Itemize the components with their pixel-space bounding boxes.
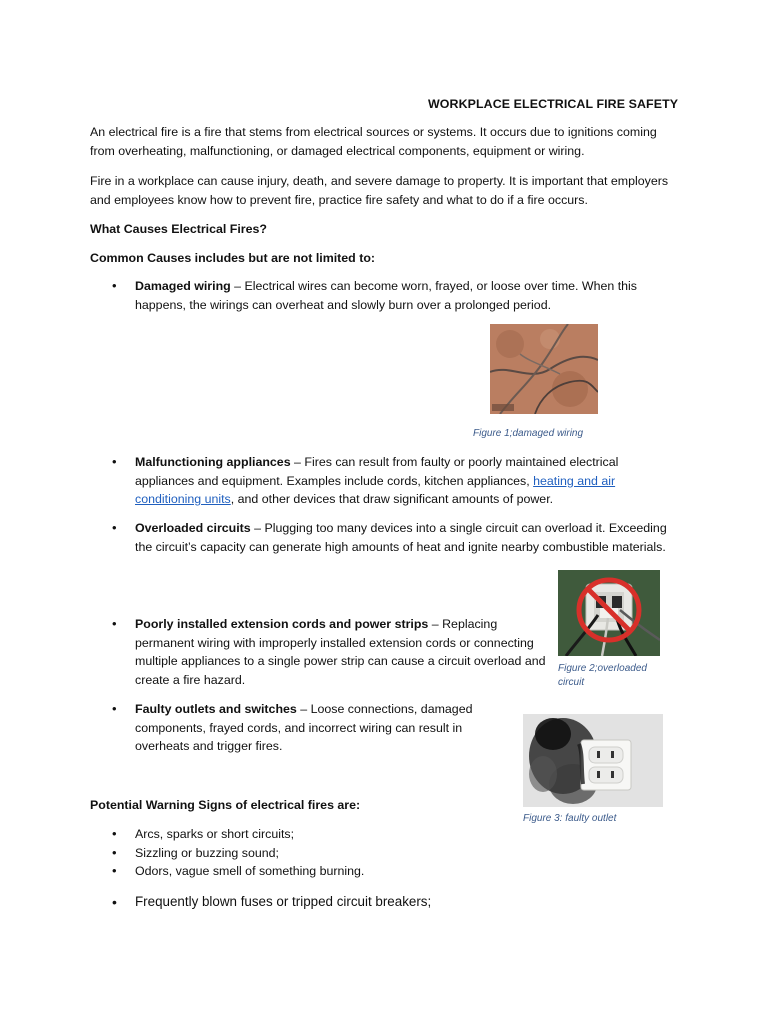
cause-description-end: , and other devices that draw significant amounts of power. bbox=[230, 492, 554, 506]
figure-2-overloaded-circuit-image bbox=[558, 570, 660, 656]
warning-signs-heading: Potential Warning Signs of electrical fires are: bbox=[90, 798, 361, 812]
bullet-icon: • bbox=[112, 454, 117, 469]
cause-term: Malfunctioning appliances bbox=[135, 455, 291, 469]
figure-3-faulty-outlet-image bbox=[523, 714, 663, 807]
intro-paragraph-2: Fire in a workplace can cause injury, death, and severe damage to property. It is important that employers and employees know how to prevent fire, practice fire safety and what to do if a fire occurs. bbox=[90, 174, 669, 207]
figure-1-damaged-wiring-image bbox=[490, 324, 598, 414]
bullet-icon: • bbox=[112, 616, 117, 631]
hvac-link[interactable]: heating and air conditioning units bbox=[135, 473, 616, 506]
bullet-icon: • bbox=[112, 701, 117, 716]
cause-term: Overloaded circuits bbox=[135, 521, 251, 535]
figure-2-caption: Figure 2;overloaded circuit bbox=[558, 663, 647, 688]
figure-3-caption: Figure 3: faulty outlet bbox=[523, 813, 617, 824]
bullet-icon: • bbox=[112, 278, 117, 293]
cause-text bbox=[135, 615, 547, 689]
warning-text: Frequently blown fuses or tripped circuit breakers; bbox=[135, 894, 432, 909]
bullet-icon: • bbox=[112, 845, 117, 860]
cause-description: – Plugging too many devices into a single circuit can overload it. Exceeding the circuit’s capacity can generate high amounts of heat and ignite nearby combustible materials. bbox=[135, 521, 667, 554]
warning-text: Arcs, sparks or short circuits; bbox=[135, 827, 295, 841]
cause-description: – Replacing permanent wiring with improperly installed extension cords or connecting multiple appliances to a single power strip can cause a circuit overload and create a fire hazard. bbox=[135, 617, 546, 687]
causes-question-heading: What Causes Electrical Fires? bbox=[90, 222, 267, 236]
cause-term: Damaged wiring bbox=[135, 279, 231, 293]
cause-text bbox=[135, 277, 655, 314]
bullet-icon: • bbox=[112, 520, 117, 535]
cause-text bbox=[135, 519, 670, 556]
bullet-icon: • bbox=[112, 894, 117, 910]
cause-description: – Electrical wires can become worn, frayed, or loose over time. When this happens, the wirings can overheat and slowly burn over a prolonged period. bbox=[135, 279, 638, 312]
cause-term: Faulty outlets and switches bbox=[135, 702, 297, 716]
causes-list-heading: Common Causes includes but are not limited to: bbox=[90, 251, 376, 265]
bullet-icon: • bbox=[112, 826, 117, 841]
cause-description: – Fires can result from faulty or poorly maintained electrical appliances and equipment. Examples include cords, kitchen appliances, bbox=[135, 455, 619, 488]
warning-text: Odors, vague smell of something burning. bbox=[135, 864, 365, 878]
cause-description: – Loose connections, damaged components, frayed cords, and incorrect wiring can result in overheats and trigger fires. bbox=[135, 702, 473, 753]
figure-1-caption: Figure 1;damaged wiring bbox=[473, 428, 584, 439]
warning-text: Sizzling or buzzing sound; bbox=[135, 846, 279, 860]
page-title: WORKPLACE ELECTRICAL FIRE SAFETY bbox=[428, 97, 679, 111]
bullet-icon: • bbox=[112, 863, 117, 878]
cause-text bbox=[135, 453, 635, 509]
cause-text bbox=[135, 700, 480, 756]
intro-paragraph-1: An electrical fire is a fire that stems from electrical sources or systems. It occurs due to ignitions coming from overheating, malfunctioning, or damaged electrical components, equipment or wiring. bbox=[90, 125, 657, 158]
cause-term: Poorly installed extension cords and power strips bbox=[135, 617, 429, 631]
